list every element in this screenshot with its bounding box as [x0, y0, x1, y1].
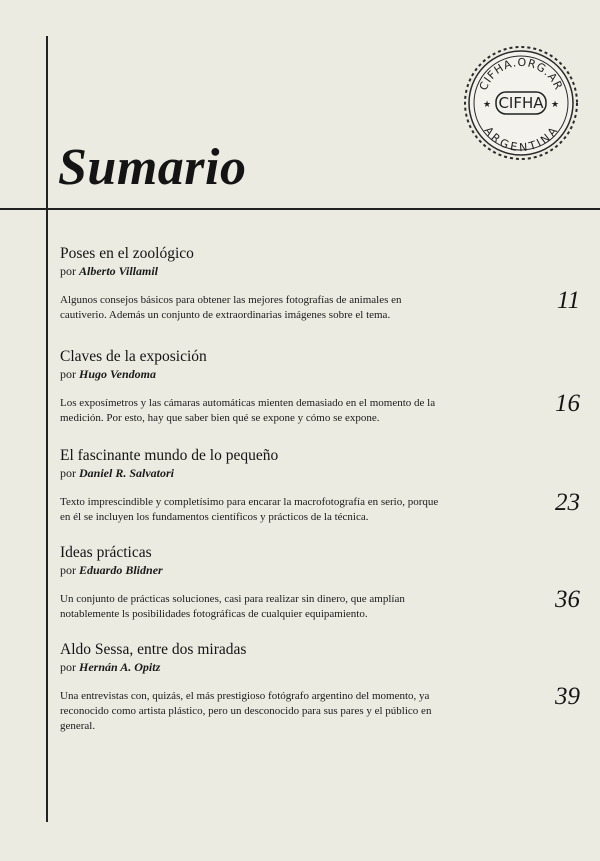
horizontal-rule [0, 208, 600, 210]
by-prefix: por [60, 264, 76, 278]
toc-entry[interactable] [60, 245, 580, 335]
entry-author: Alberto Villamil [79, 264, 159, 278]
entry-description: Un conjunto de prácticas soluciones, casi para realizar sin dinero, que amplían notablemente ls posibilidades fotográficas de cualquier equipamiento. [60, 593, 405, 620]
entry-title: Claves de la exposición [60, 348, 207, 365]
entry-page-number: 39 [555, 683, 580, 710]
entry-description: Texto imprescindible y completísimo para encarar la macrofotografía en serio, porque en él se incluyen los fundamentos científicos y prácticos de la técnica. [60, 496, 439, 523]
by-prefix: por [60, 367, 76, 381]
vertical-rule [46, 36, 48, 822]
entry-title: Aldo Sessa, entre dos miradas [60, 641, 247, 658]
entry-byline [60, 264, 580, 279]
entry-author: Eduardo Blidner [79, 563, 163, 577]
entry-page-number: 36 [555, 586, 580, 613]
entry-page-number: 11 [556, 287, 580, 314]
entry-author: Daniel R. Salvatori [79, 466, 175, 480]
star-icon: ★ [550, 100, 560, 110]
toc-entry[interactable] [60, 348, 580, 438]
by-prefix: por [60, 466, 76, 480]
entry-byline [60, 563, 580, 578]
entry-page-number: 23 [555, 489, 580, 516]
star-icon: ★ [482, 100, 492, 110]
stamp-bottom-text: ARGENTINA [481, 124, 561, 155]
by-prefix: por [60, 660, 76, 674]
page-title: Sumario [58, 139, 247, 196]
stamp-center-text: CIFHA [498, 94, 544, 112]
entry-title: El fascinante mundo de lo pequeño [60, 447, 279, 464]
toc-entry[interactable] [60, 641, 580, 731]
entry-byline [60, 466, 580, 481]
entry-description: Algunos consejos básicos para obtener las mejores fotografías de animales en cautiverio. Además un conjunto de extraordinarias imágenes sobre el tema. [60, 294, 402, 321]
entry-author: Hernán A. Opitz [79, 660, 161, 674]
by-prefix: por [60, 563, 76, 577]
toc-entry[interactable] [60, 544, 580, 634]
entry-description: Una entrevistas con, quizás, el más prestigioso fotógrafo argentino del momento, ya reconocido como artista plástico, pero un desconocido para sus pares y el público en general. [60, 690, 432, 732]
entry-title: Ideas prácticas [60, 544, 152, 561]
stamp-top-text: CIFHA.ORG.AR [476, 55, 566, 93]
cifha-stamp-seal [462, 44, 580, 162]
entry-page-number: 16 [555, 390, 580, 417]
toc-entry[interactable] [60, 447, 580, 537]
entry-author: Hugo Vendoma [79, 367, 157, 381]
entry-byline [60, 367, 580, 382]
entry-title: Poses en el zoológico [60, 245, 194, 262]
entry-description: Los exposímetros y las cámaras automáticas mienten demasiado en el momento de la medición. Por esto, hay que saber bien qué se expone y cómo se expone. [60, 397, 436, 424]
entry-byline [60, 660, 580, 675]
